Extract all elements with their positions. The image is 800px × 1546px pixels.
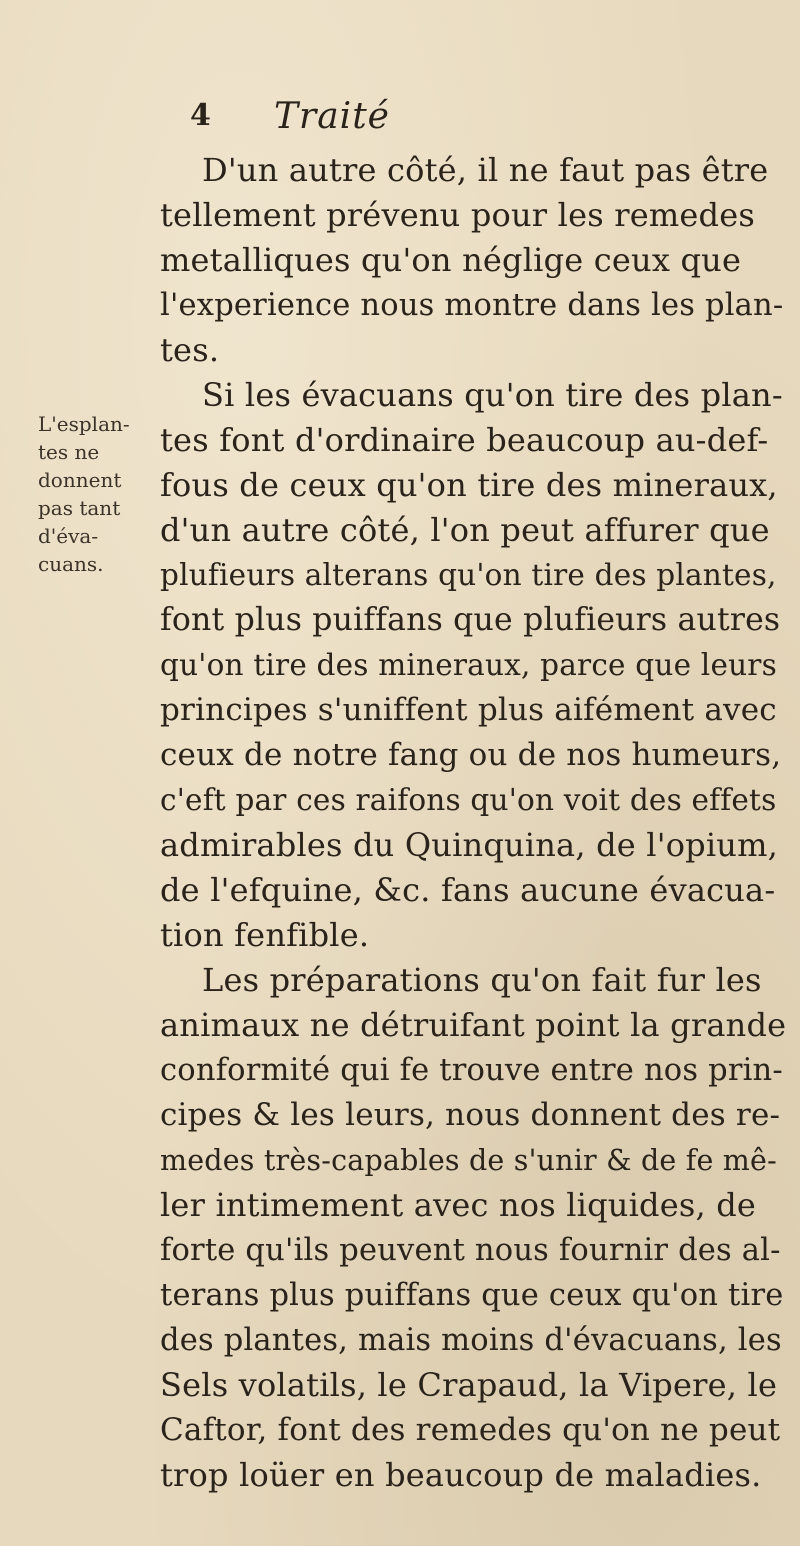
text-line: admirables du Quinquina, de l'opium, [160,826,779,864]
text-line: trop loüer en beaucoup de maladies. [160,1456,762,1494]
text-line: ceux de notre fang ou de nos humeurs, [160,737,782,773]
page-number: 4 [190,98,211,133]
text-line: Sels volatils, le Crapaud, la Vipere, le [160,1366,778,1404]
text-line: tes font d'ordinaire beaucoup au-def- [160,421,769,459]
text-line: medes très-capables de s'unir & de fe mê- [160,1144,777,1177]
text-line: Les préparations qu'on fait fur les [202,961,762,999]
text-line: fous de ceux qu'on tire des mineraux, [160,466,778,504]
marginal-note-line: cuans. [38,552,104,576]
marginal-note-line: d'éva- [38,524,99,548]
text-line: tellement prévenu pour les remedes [160,196,756,234]
text-line: Si les évacuans qu'on tire des plan- [202,376,783,414]
text-line: des plantes, mais moins d'évacuans, les [160,1323,782,1358]
text-line: Caftor, font des remedes qu'on ne peut [160,1412,781,1448]
text-line: D'un autre côté, il ne faut pas être [202,151,769,189]
text-line: c'eft par ces raifons qu'on voit des effets [160,783,777,817]
running-title: Traité [274,96,390,137]
text-line: d'un autre côté, l'on peut affurer que [160,511,770,549]
text-line: tion fenfible. [160,916,370,954]
text-line: forte qu'ils peuvent nous fournir des al- [160,1233,781,1268]
text-line: de l'efquine, &c. fans aucune évacua- [160,871,776,909]
marginal-note-line: pas tant [38,496,121,520]
text-line: metalliques qu'on néglige ceux que [160,241,742,279]
marginal-note-line: tes ne [38,440,100,464]
text-line: ler intimement avec nos liquides, de [160,1186,757,1224]
marginal-note [38,410,138,578]
body-text [160,148,786,1498]
text-line: terans plus puiffans que ceux qu'on tire [160,1278,784,1313]
text-line: l'experience nous montre dans les plan- [160,288,784,323]
text-line: plufieurs alterans qu'on tire des plantes, [160,558,777,592]
marginal-note-line: donnent [38,468,122,492]
text-line: tes. [160,331,220,369]
page-header [190,96,610,146]
text-line: principes s'uniffent plus aifément avec [160,692,777,728]
text-line: cipes & les leurs, nous donnent des re- [160,1097,781,1133]
marginal-note-line: L'esplan- [38,412,130,436]
text-line: font plus puiffans que plufieurs autres [160,602,781,638]
text-line: conformité qui fe trouve entre nos prin- [160,1053,783,1088]
text-line: qu'on tire des mineraux, parce que leurs [160,648,777,682]
text-line: animaux ne détruifant point la grande [160,1006,787,1044]
